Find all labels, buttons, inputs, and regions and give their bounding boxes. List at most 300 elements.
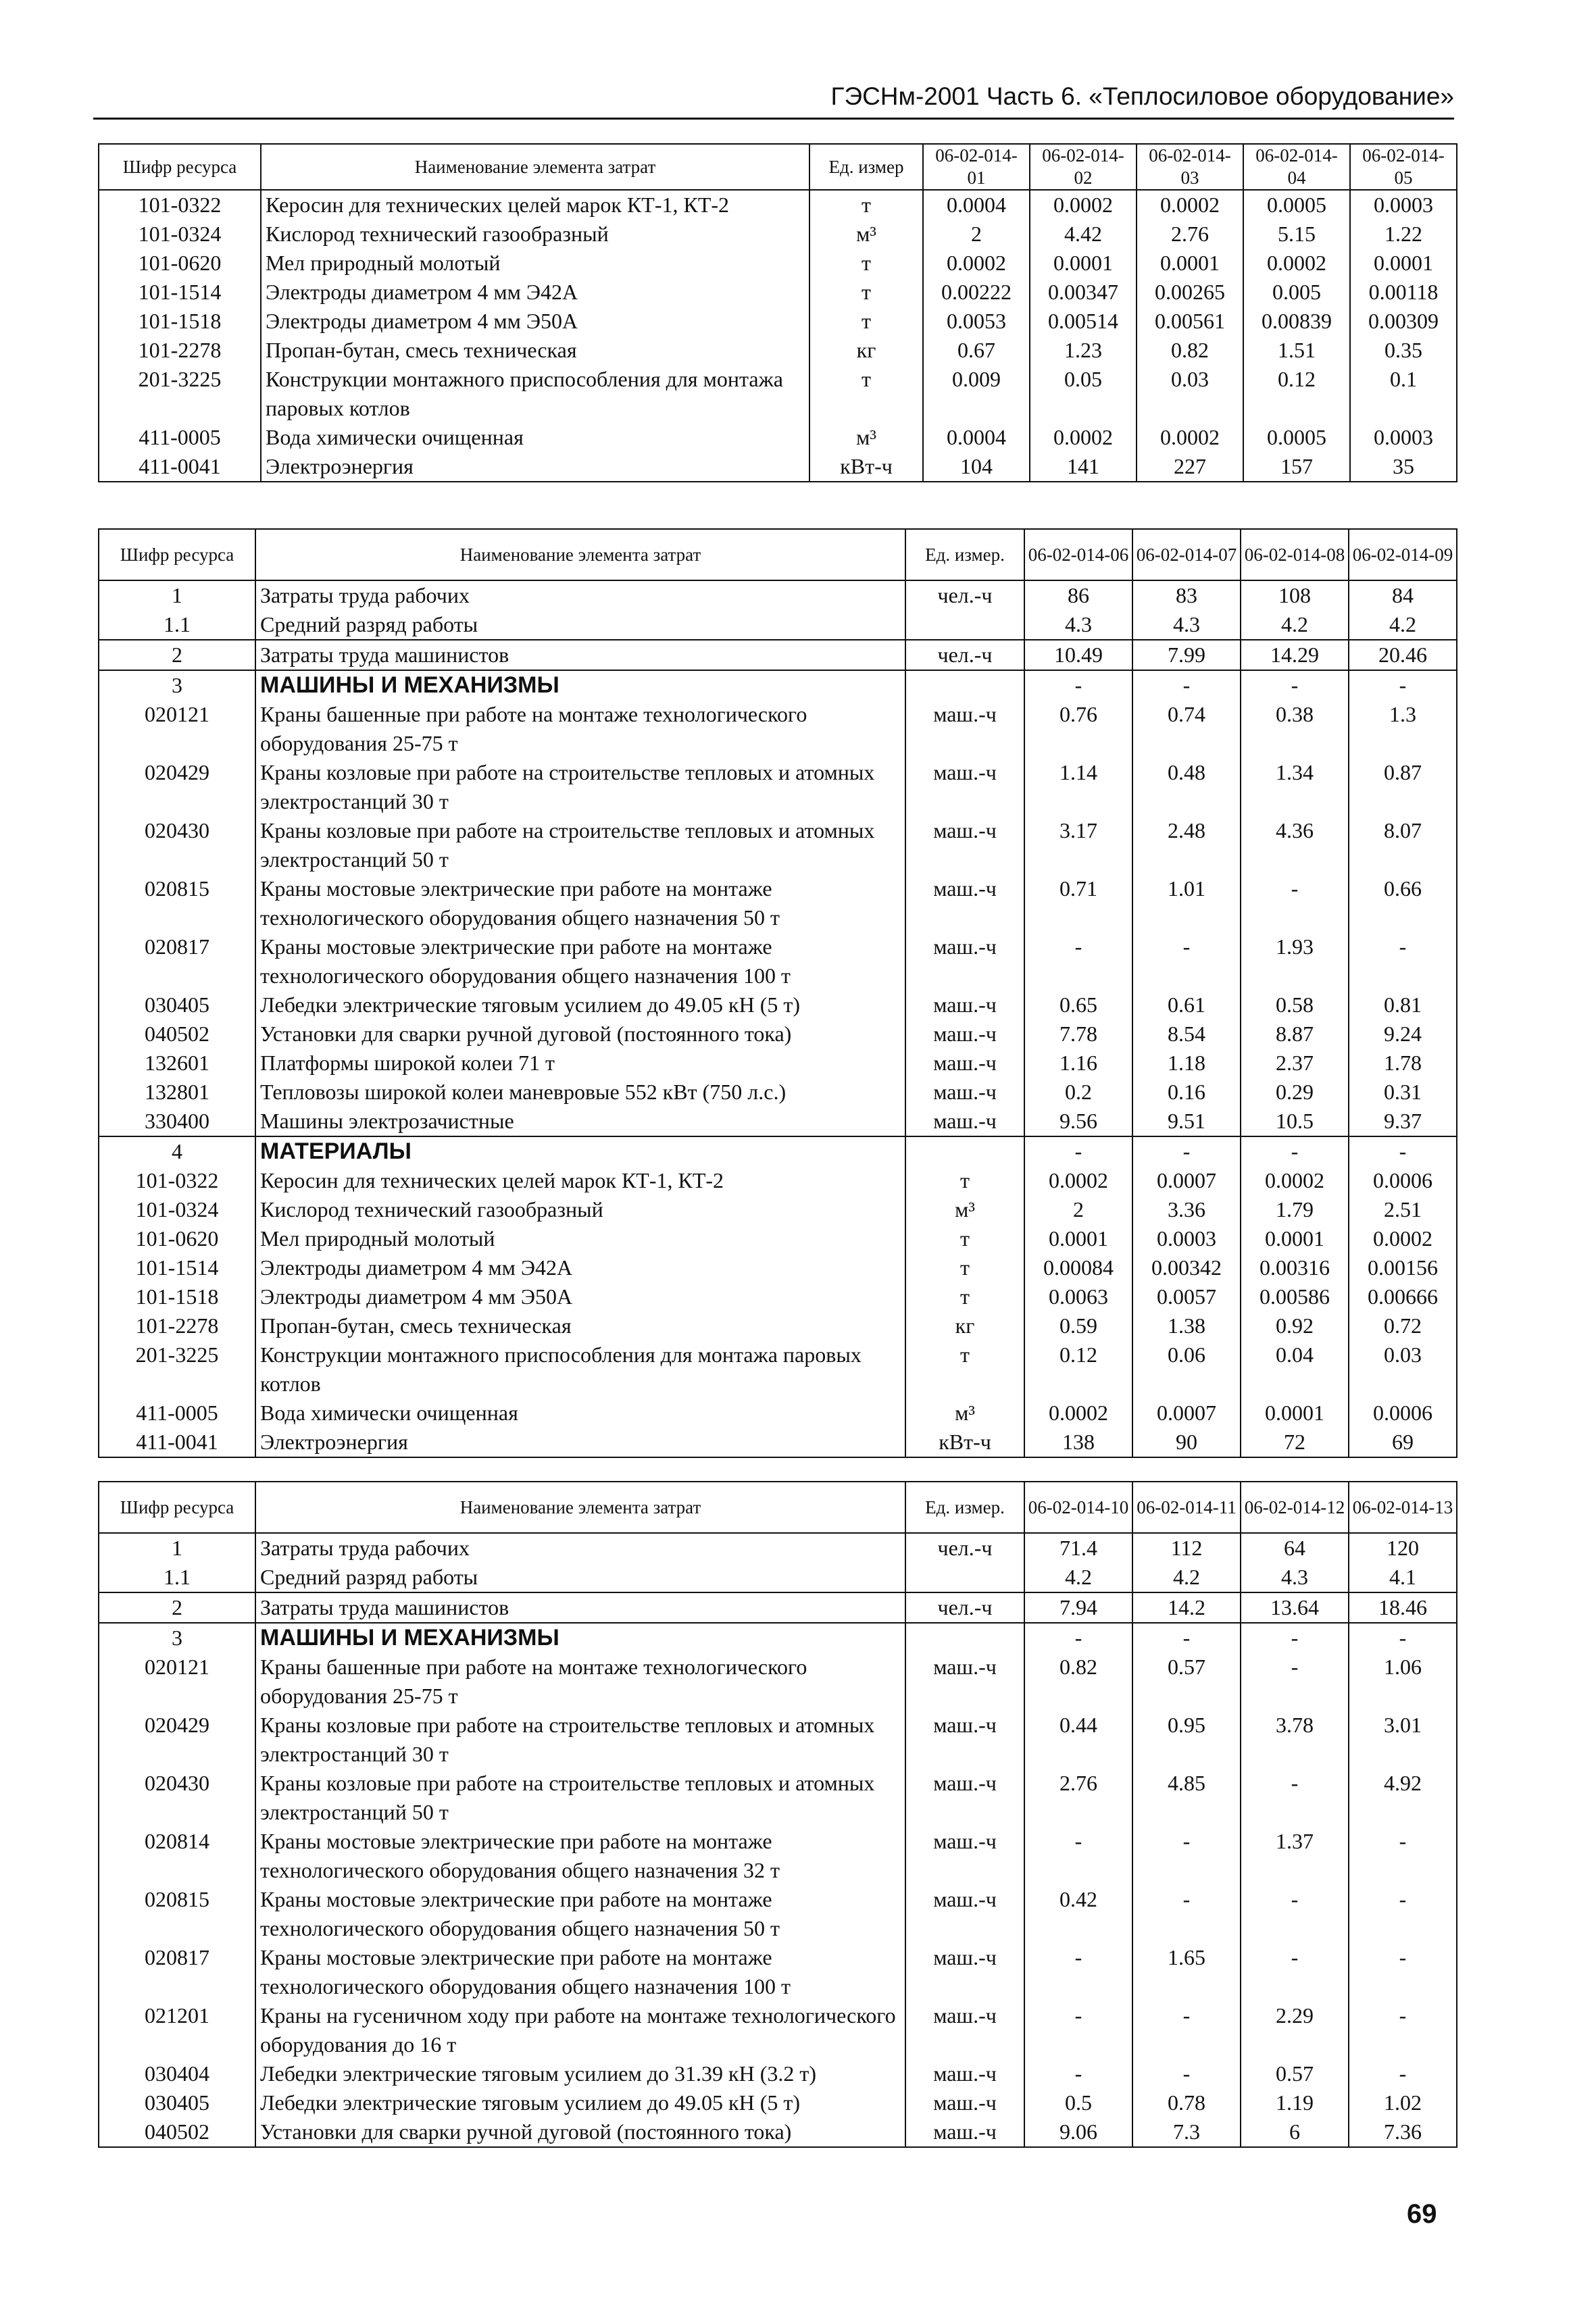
resource-name: Тепловозы широкой колеи маневровые 552 кВт (750 л.с.) xyxy=(255,1078,905,1107)
header-code: Шифр ресурса xyxy=(99,144,261,190)
resource-name: Электроэнергия xyxy=(261,452,809,482)
norm-value: 0.0004 xyxy=(923,423,1030,452)
norm-value: - xyxy=(1349,1943,1457,2001)
norm-value: 120 xyxy=(1349,1533,1457,1563)
header-norm-code: 06-02-014-11 xyxy=(1132,1482,1241,1533)
norm-value: 8.07 xyxy=(1349,816,1457,874)
norm-value: 3.36 xyxy=(1132,1195,1241,1224)
header-norm-code: 06-02-014-05 xyxy=(1350,144,1457,190)
resource-code: 3 xyxy=(99,670,255,700)
resource-unit: маш.-ч xyxy=(905,1769,1024,1827)
norm-value: 0.38 xyxy=(1241,700,1349,758)
norm-value: 0.0001 xyxy=(1241,1399,1349,1428)
table-row xyxy=(99,2001,1457,2059)
table-row xyxy=(99,640,1457,670)
norm-value: 0.03 xyxy=(1349,1340,1457,1399)
resource-name: Электроды диаметром 4 мм Э50А xyxy=(255,1282,905,1311)
table-row xyxy=(99,1166,1457,1195)
norm-value: 0.00316 xyxy=(1241,1253,1349,1282)
norm-value: 0.12 xyxy=(1243,365,1350,423)
norm-value: 72 xyxy=(1241,1428,1349,1457)
resource-code: 411-0041 xyxy=(99,452,261,482)
norm-value: 4.42 xyxy=(1030,220,1137,249)
resource-name: Платформы широкой колеи 71 т xyxy=(255,1049,905,1078)
norm-value: 0.0002 xyxy=(1349,1224,1457,1253)
norm-value: 0.82 xyxy=(1024,1653,1132,1711)
header-name: Наименование элемента затрат xyxy=(255,1482,905,1533)
norm-value: 4.3 xyxy=(1241,1563,1349,1592)
resource-name: Конструкции монтажного приспособления для монтажа паровых котлов xyxy=(255,1340,905,1399)
norm-value: 0.0002 xyxy=(1030,423,1137,452)
norm-value: 0.0006 xyxy=(1349,1166,1457,1195)
resource-unit: м³ xyxy=(809,220,923,249)
norm-value: 0.00265 xyxy=(1137,278,1243,307)
norm-value: 141 xyxy=(1030,452,1137,482)
norm-value: - xyxy=(1024,1136,1132,1166)
resource-name: МАШИНЫ И МЕХАНИЗМЫ xyxy=(255,1623,905,1653)
norm-value: 0.00666 xyxy=(1349,1282,1457,1311)
table-row xyxy=(99,1224,1457,1253)
resource-name: Краны на гусеничном ходу при работе на монтаже технологического оборудования до 16 т xyxy=(255,2001,905,2059)
norm-value: 0.0005 xyxy=(1243,423,1350,452)
resource-name: Краны мостовые электрические при работе на монтаже технологического оборудования общего назначения 50 т xyxy=(255,874,905,932)
header-name: Наименование элемента затрат xyxy=(255,529,905,580)
resource-code: 040502 xyxy=(99,2117,255,2147)
table-row xyxy=(99,452,1457,482)
norm-value: 1.34 xyxy=(1241,758,1349,816)
norm-value: 84 xyxy=(1349,580,1457,610)
header-norm-code: 06-02-014-02 xyxy=(1030,144,1137,190)
norm-value: 1.93 xyxy=(1241,932,1349,990)
norm-value: 0.0002 xyxy=(1137,190,1243,220)
resource-unit: т xyxy=(809,307,923,336)
resource-unit: кВт-ч xyxy=(905,1428,1024,1457)
table-row xyxy=(99,1943,1457,2001)
norm-value: 0.2 xyxy=(1024,1078,1132,1107)
norm-value: 1.14 xyxy=(1024,758,1132,816)
resource-name: Краны башенные при работе на монтаже технологического оборудования 25-75 т xyxy=(255,700,905,758)
norm-value: 1.38 xyxy=(1132,1311,1241,1340)
table-row xyxy=(99,365,1457,423)
table-row xyxy=(99,249,1457,278)
norm-value: 71.4 xyxy=(1024,1533,1132,1563)
norm-value: 0.0053 xyxy=(923,307,1030,336)
resource-name: Пропан-бутан, смесь техническая xyxy=(255,1311,905,1340)
resource-unit: т xyxy=(905,1224,1024,1253)
table-row xyxy=(99,816,1457,874)
norm-value: 0.42 xyxy=(1024,1885,1132,1943)
table-row xyxy=(99,610,1457,640)
norm-value: - xyxy=(1241,874,1349,932)
resource-unit: маш.-ч xyxy=(905,816,1024,874)
table-row xyxy=(99,1769,1457,1827)
norm-value: 0.00156 xyxy=(1349,1253,1457,1282)
norm-value: 4.92 xyxy=(1349,1769,1457,1827)
resource-unit: м³ xyxy=(809,423,923,452)
resource-unit: маш.-ч xyxy=(905,1049,1024,1078)
norm-value: - xyxy=(1349,1885,1457,1943)
resource-unit: маш.-ч xyxy=(905,2117,1024,2147)
norm-value: 0.74 xyxy=(1132,700,1241,758)
norm-value: 0.5 xyxy=(1024,2088,1132,2117)
norm-value: 0.48 xyxy=(1132,758,1241,816)
norm-value: 4.1 xyxy=(1349,1563,1457,1592)
table-row xyxy=(99,2088,1457,2117)
norm-value: 138 xyxy=(1024,1428,1132,1457)
norm-value: 1.01 xyxy=(1132,874,1241,932)
resource-code: 2 xyxy=(99,640,255,670)
norm-value: 0.29 xyxy=(1241,1078,1349,1107)
norm-value: - xyxy=(1024,2001,1132,2059)
norm-value: 0.87 xyxy=(1349,758,1457,816)
norm-value: 0.00084 xyxy=(1024,1253,1132,1282)
norm-value: - xyxy=(1241,1653,1349,1711)
table-row xyxy=(99,278,1457,307)
norm-value: - xyxy=(1349,1827,1457,1885)
norm-value: 1.06 xyxy=(1349,1653,1457,1711)
norm-value: 2 xyxy=(923,220,1030,249)
norm-value: 2.76 xyxy=(1024,1769,1132,1827)
resource-code: 3 xyxy=(99,1623,255,1653)
norm-value: - xyxy=(1132,1827,1241,1885)
resource-code: 201-3225 xyxy=(99,365,261,423)
header-norm-code: 06-02-014-13 xyxy=(1349,1482,1457,1533)
table-row xyxy=(99,1078,1457,1107)
resource-code: 101-1518 xyxy=(99,1282,255,1311)
norm-value: 0.0001 xyxy=(1030,249,1137,278)
resource-name: Установки для сварки ручной дуговой (постоянного тока) xyxy=(255,2117,905,2147)
norm-value: 1.16 xyxy=(1024,1049,1132,1078)
norm-value: 4.2 xyxy=(1024,1563,1132,1592)
resource-unit: маш.-ч xyxy=(905,700,1024,758)
resource-name: Вода химически очищенная xyxy=(261,423,809,452)
norm-value: 0.0005 xyxy=(1243,190,1350,220)
table-row xyxy=(99,874,1457,932)
resource-code: 030405 xyxy=(99,2088,255,2117)
resource-name: МАШИНЫ И МЕХАНИЗМЫ xyxy=(255,670,905,700)
resource-unit: т xyxy=(809,190,923,220)
resource-name: Керосин для технических целей марок КТ-1, КТ-2 xyxy=(261,190,809,220)
resource-code: 020814 xyxy=(99,1827,255,1885)
norm-value: - xyxy=(1024,1827,1132,1885)
resource-unit: маш.-ч xyxy=(905,1827,1024,1885)
resource-unit: маш.-ч xyxy=(905,874,1024,932)
table-row xyxy=(99,1253,1457,1282)
resource-unit: чел.-ч xyxy=(905,580,1024,610)
norm-value: 0.0007 xyxy=(1132,1399,1241,1428)
norm-value: 10.5 xyxy=(1241,1107,1349,1136)
resource-code: 101-2278 xyxy=(99,336,261,365)
header-norm-code: 06-02-014-08 xyxy=(1241,529,1349,580)
norm-value: 0.67 xyxy=(923,336,1030,365)
resource-name: Электроды диаметром 4 мм Э42А xyxy=(255,1253,905,1282)
resource-code: 020817 xyxy=(99,1943,255,2001)
page-number: 69 xyxy=(1407,2199,1437,2229)
norm-value: 9.56 xyxy=(1024,1107,1132,1136)
norm-value: 3.78 xyxy=(1241,1711,1349,1769)
norm-value: 0.0063 xyxy=(1024,1282,1132,1311)
table-row xyxy=(99,1020,1457,1049)
norm-value: 0.31 xyxy=(1349,1078,1457,1107)
header-unit: Ед. измер. xyxy=(905,1482,1024,1533)
resource-name: Краны козловые при работе на строительстве тепловых и атомных электростанций 50 т xyxy=(255,816,905,874)
norm-value: 4.85 xyxy=(1132,1769,1241,1827)
page-header xyxy=(93,80,1454,120)
resource-unit xyxy=(905,1623,1024,1653)
norm-value: 0.81 xyxy=(1349,990,1457,1020)
header-norm-code: 06-02-014-10 xyxy=(1024,1482,1132,1533)
resource-name: Краны мостовые электрические при работе на монтаже технологического оборудования общего назначения 100 т xyxy=(255,1943,905,2001)
resource-code: 101-0324 xyxy=(99,220,261,249)
norm-value: 7.99 xyxy=(1132,640,1241,670)
table-row xyxy=(99,1827,1457,1885)
resource-name: Электроды диаметром 4 мм Э42А xyxy=(261,278,809,307)
resource-name: Электроды диаметром 4 мм Э50А xyxy=(261,307,809,336)
resource-code: 101-0324 xyxy=(99,1195,255,1224)
norm-value: - xyxy=(1132,932,1241,990)
norm-value: 7.3 xyxy=(1132,2117,1241,2147)
resource-unit: чел.-ч xyxy=(905,1592,1024,1623)
norm-value: 9.24 xyxy=(1349,1020,1457,1049)
norm-value: - xyxy=(1132,1885,1241,1943)
norm-value: 1.23 xyxy=(1030,336,1137,365)
table-row xyxy=(99,1711,1457,1769)
table-row xyxy=(99,1340,1457,1399)
norm-value: 0.00347 xyxy=(1030,278,1137,307)
norm-value: 0.65 xyxy=(1024,990,1132,1020)
norm-value: 1.19 xyxy=(1241,2088,1349,2117)
norm-value: 0.58 xyxy=(1241,990,1349,1020)
norm-value: 0.00118 xyxy=(1350,278,1457,307)
resource-code: 020429 xyxy=(99,1711,255,1769)
norm-value: 227 xyxy=(1137,452,1243,482)
resource-unit: т xyxy=(809,365,923,423)
resource-unit xyxy=(905,610,1024,640)
norm-value: - xyxy=(1024,670,1132,700)
header-code: Шифр ресурса xyxy=(99,1482,255,1533)
header-norm-code: 06-02-014-06 xyxy=(1024,529,1132,580)
norm-value: 0.57 xyxy=(1241,2059,1349,2088)
resource-name: Пропан-бутан, смесь техническая xyxy=(261,336,809,365)
norm-value: 0.00222 xyxy=(923,278,1030,307)
resource-code: 030405 xyxy=(99,990,255,1020)
resource-code: 1 xyxy=(99,1533,255,1563)
resource-code: 040502 xyxy=(99,1020,255,1049)
norm-value: - xyxy=(1349,670,1457,700)
norm-value: 10.49 xyxy=(1024,640,1132,670)
resource-code: 020430 xyxy=(99,816,255,874)
resource-code: 101-0322 xyxy=(99,190,261,220)
resource-code: 411-0005 xyxy=(99,1399,255,1428)
resource-code: 1.1 xyxy=(99,610,255,640)
norm-value: 0.0002 xyxy=(1243,249,1350,278)
resource-code: 020815 xyxy=(99,874,255,932)
table-row xyxy=(99,758,1457,816)
resource-name: Мел природный молотый xyxy=(255,1224,905,1253)
resource-unit xyxy=(905,670,1024,700)
section-row xyxy=(99,1136,1457,1166)
norm-value: - xyxy=(1132,1136,1241,1166)
table-row xyxy=(99,2059,1457,2088)
norm-value: 3.17 xyxy=(1024,816,1132,874)
table-row xyxy=(99,1107,1457,1136)
resource-unit: маш.-ч xyxy=(905,1943,1024,2001)
norm-value: 4.2 xyxy=(1132,1563,1241,1592)
resource-code: 4 xyxy=(99,1136,255,1166)
resource-name: Лебедки электрические тяговым усилием до 31.39 кН (3.2 т) xyxy=(255,2059,905,2088)
norm-value: 0.04 xyxy=(1241,1340,1349,1399)
norm-value: 1.51 xyxy=(1243,336,1350,365)
norm-value: - xyxy=(1349,1136,1457,1166)
table-row xyxy=(99,1563,1457,1592)
resource-code: 101-0322 xyxy=(99,1166,255,1195)
norm-value: 0.0002 xyxy=(1024,1399,1132,1428)
norm-value: - xyxy=(1349,932,1457,990)
table-row xyxy=(99,220,1457,249)
norm-value: 83 xyxy=(1132,580,1241,610)
resource-code: 101-1514 xyxy=(99,1253,255,1282)
norm-value: 2.76 xyxy=(1137,220,1243,249)
norm-value: 1.79 xyxy=(1241,1195,1349,1224)
resource-code: 030404 xyxy=(99,2059,255,2088)
table-row xyxy=(99,580,1457,610)
resource-unit: м³ xyxy=(905,1195,1024,1224)
norm-value: 0.95 xyxy=(1132,1711,1241,1769)
norm-value: - xyxy=(1241,670,1349,700)
norm-value: 0.00342 xyxy=(1132,1253,1241,1282)
resource-name: Затраты труда рабочих xyxy=(255,1533,905,1563)
norm-value: 4.3 xyxy=(1132,610,1241,640)
table-row xyxy=(99,1885,1457,1943)
resource-name: Вода химически очищенная xyxy=(255,1399,905,1428)
norm-value: - xyxy=(1024,2059,1132,2088)
header-norm-code: 06-02-014-12 xyxy=(1241,1482,1349,1533)
resource-unit: кг xyxy=(905,1311,1024,1340)
norm-value: 0.59 xyxy=(1024,1311,1132,1340)
resource-name: Краны мостовые электрические при работе на монтаже технологического оборудования общего назначения 32 т xyxy=(255,1827,905,1885)
section-row xyxy=(99,670,1457,700)
norm-value: 112 xyxy=(1132,1533,1241,1563)
resource-unit: маш.-ч xyxy=(905,932,1024,990)
resource-code: 1.1 xyxy=(99,1563,255,1592)
norm-value: 0.0003 xyxy=(1350,190,1457,220)
norm-value: 1.22 xyxy=(1350,220,1457,249)
resource-code: 101-0620 xyxy=(99,249,261,278)
norm-value: 0.03 xyxy=(1137,365,1243,423)
norm-value: - xyxy=(1024,1943,1132,2001)
norm-value: 0.00309 xyxy=(1350,307,1457,336)
resource-name: Краны козловые при работе на строительстве тепловых и атомных электростанций 30 т xyxy=(255,758,905,816)
resource-code: 101-0620 xyxy=(99,1224,255,1253)
norm-value: 0.92 xyxy=(1241,1311,1349,1340)
resource-unit: т xyxy=(905,1340,1024,1399)
norm-value: 0.72 xyxy=(1349,1311,1457,1340)
norm-value: - xyxy=(1349,1623,1457,1653)
resource-table-3 xyxy=(98,1481,1457,2148)
norm-value: 2 xyxy=(1024,1195,1132,1224)
norm-value: - xyxy=(1241,1769,1349,1827)
resource-code: 020121 xyxy=(99,1653,255,1711)
norm-value: 9.51 xyxy=(1132,1107,1241,1136)
norm-value: 0.0001 xyxy=(1241,1224,1349,1253)
resource-code: 411-0005 xyxy=(99,423,261,452)
resource-name: Лебедки электрические тяговым усилием до 49.05 кН (5 т) xyxy=(255,990,905,1020)
norm-value: - xyxy=(1241,1943,1349,2001)
norm-value: 90 xyxy=(1132,1428,1241,1457)
norm-value: 0.0002 xyxy=(1024,1166,1132,1195)
resource-unit: кВт-ч xyxy=(809,452,923,482)
norm-value: 157 xyxy=(1243,452,1350,482)
norm-value: 0.0001 xyxy=(1350,249,1457,278)
norm-value: 108 xyxy=(1241,580,1349,610)
norm-value: 1.78 xyxy=(1349,1049,1457,1078)
resource-unit: маш.-ч xyxy=(905,1885,1024,1943)
norm-value: 69 xyxy=(1349,1428,1457,1457)
resource-name: Лебедки электрические тяговым усилием до 49.05 кН (5 т) xyxy=(255,2088,905,2117)
norm-value: 0.0002 xyxy=(1137,423,1243,452)
norm-value: 0.00514 xyxy=(1030,307,1137,336)
table-row xyxy=(99,1195,1457,1224)
norm-value: 13.64 xyxy=(1241,1592,1349,1623)
norm-value: 0.0002 xyxy=(1030,190,1137,220)
resource-unit: маш.-ч xyxy=(905,2088,1024,2117)
resource-name: Машины электрозачистные xyxy=(255,1107,905,1136)
resource-code: 132601 xyxy=(99,1049,255,1078)
norm-value: 1.02 xyxy=(1349,2088,1457,2117)
norm-value: 0.0006 xyxy=(1349,1399,1457,1428)
resource-table-2 xyxy=(98,528,1457,1458)
header-unit: Ед. измер xyxy=(809,144,923,190)
norm-value: - xyxy=(1132,670,1241,700)
norm-value: - xyxy=(1132,2059,1241,2088)
resource-code: 101-1518 xyxy=(99,307,261,336)
table-row xyxy=(99,1399,1457,1428)
norm-value: 14.29 xyxy=(1241,640,1349,670)
resource-name: Краны мостовые электрические при работе на монтаже технологического оборудования общего назначения 100 т xyxy=(255,932,905,990)
header-norm-code: 06-02-014-01 xyxy=(923,144,1030,190)
resource-unit: кг xyxy=(809,336,923,365)
resource-name: Установки для сварки ручной дуговой (постоянного тока) xyxy=(255,1020,905,1049)
norm-value: 14.2 xyxy=(1132,1592,1241,1623)
norm-value: - xyxy=(1132,2001,1241,2059)
norm-value: 2.48 xyxy=(1132,816,1241,874)
resource-code: 020121 xyxy=(99,700,255,758)
table-row xyxy=(99,1592,1457,1623)
resource-table-1 xyxy=(98,143,1457,482)
resource-name: Кислород технический газообразный xyxy=(261,220,809,249)
norm-value: 1.65 xyxy=(1132,1943,1241,2001)
resource-name: Краны козловые при работе на строительстве тепловых и атомных электростанций 50 т xyxy=(255,1769,905,1827)
resource-code: 021201 xyxy=(99,2001,255,2059)
resource-name: Затраты труда машинистов xyxy=(255,640,905,670)
norm-value: 7.36 xyxy=(1349,2117,1457,2147)
resource-name: Керосин для технических целей марок КТ-1, КТ-2 xyxy=(255,1166,905,1195)
resource-code: 020429 xyxy=(99,758,255,816)
resource-unit: маш.-ч xyxy=(905,758,1024,816)
resource-unit: т xyxy=(905,1166,1024,1195)
norm-value: 0.009 xyxy=(923,365,1030,423)
resource-name: Затраты труда машинистов xyxy=(255,1592,905,1623)
resource-unit: т xyxy=(905,1282,1024,1311)
norm-value: 9.37 xyxy=(1349,1107,1457,1136)
header-norm-code: 06-02-014-09 xyxy=(1349,529,1457,580)
norm-value: 35 xyxy=(1350,452,1457,482)
norm-value: - xyxy=(1241,1136,1349,1166)
table-row xyxy=(99,700,1457,758)
norm-value: 1.18 xyxy=(1132,1049,1241,1078)
norm-value: 0.71 xyxy=(1024,874,1132,932)
norm-value: - xyxy=(1349,2059,1457,2088)
